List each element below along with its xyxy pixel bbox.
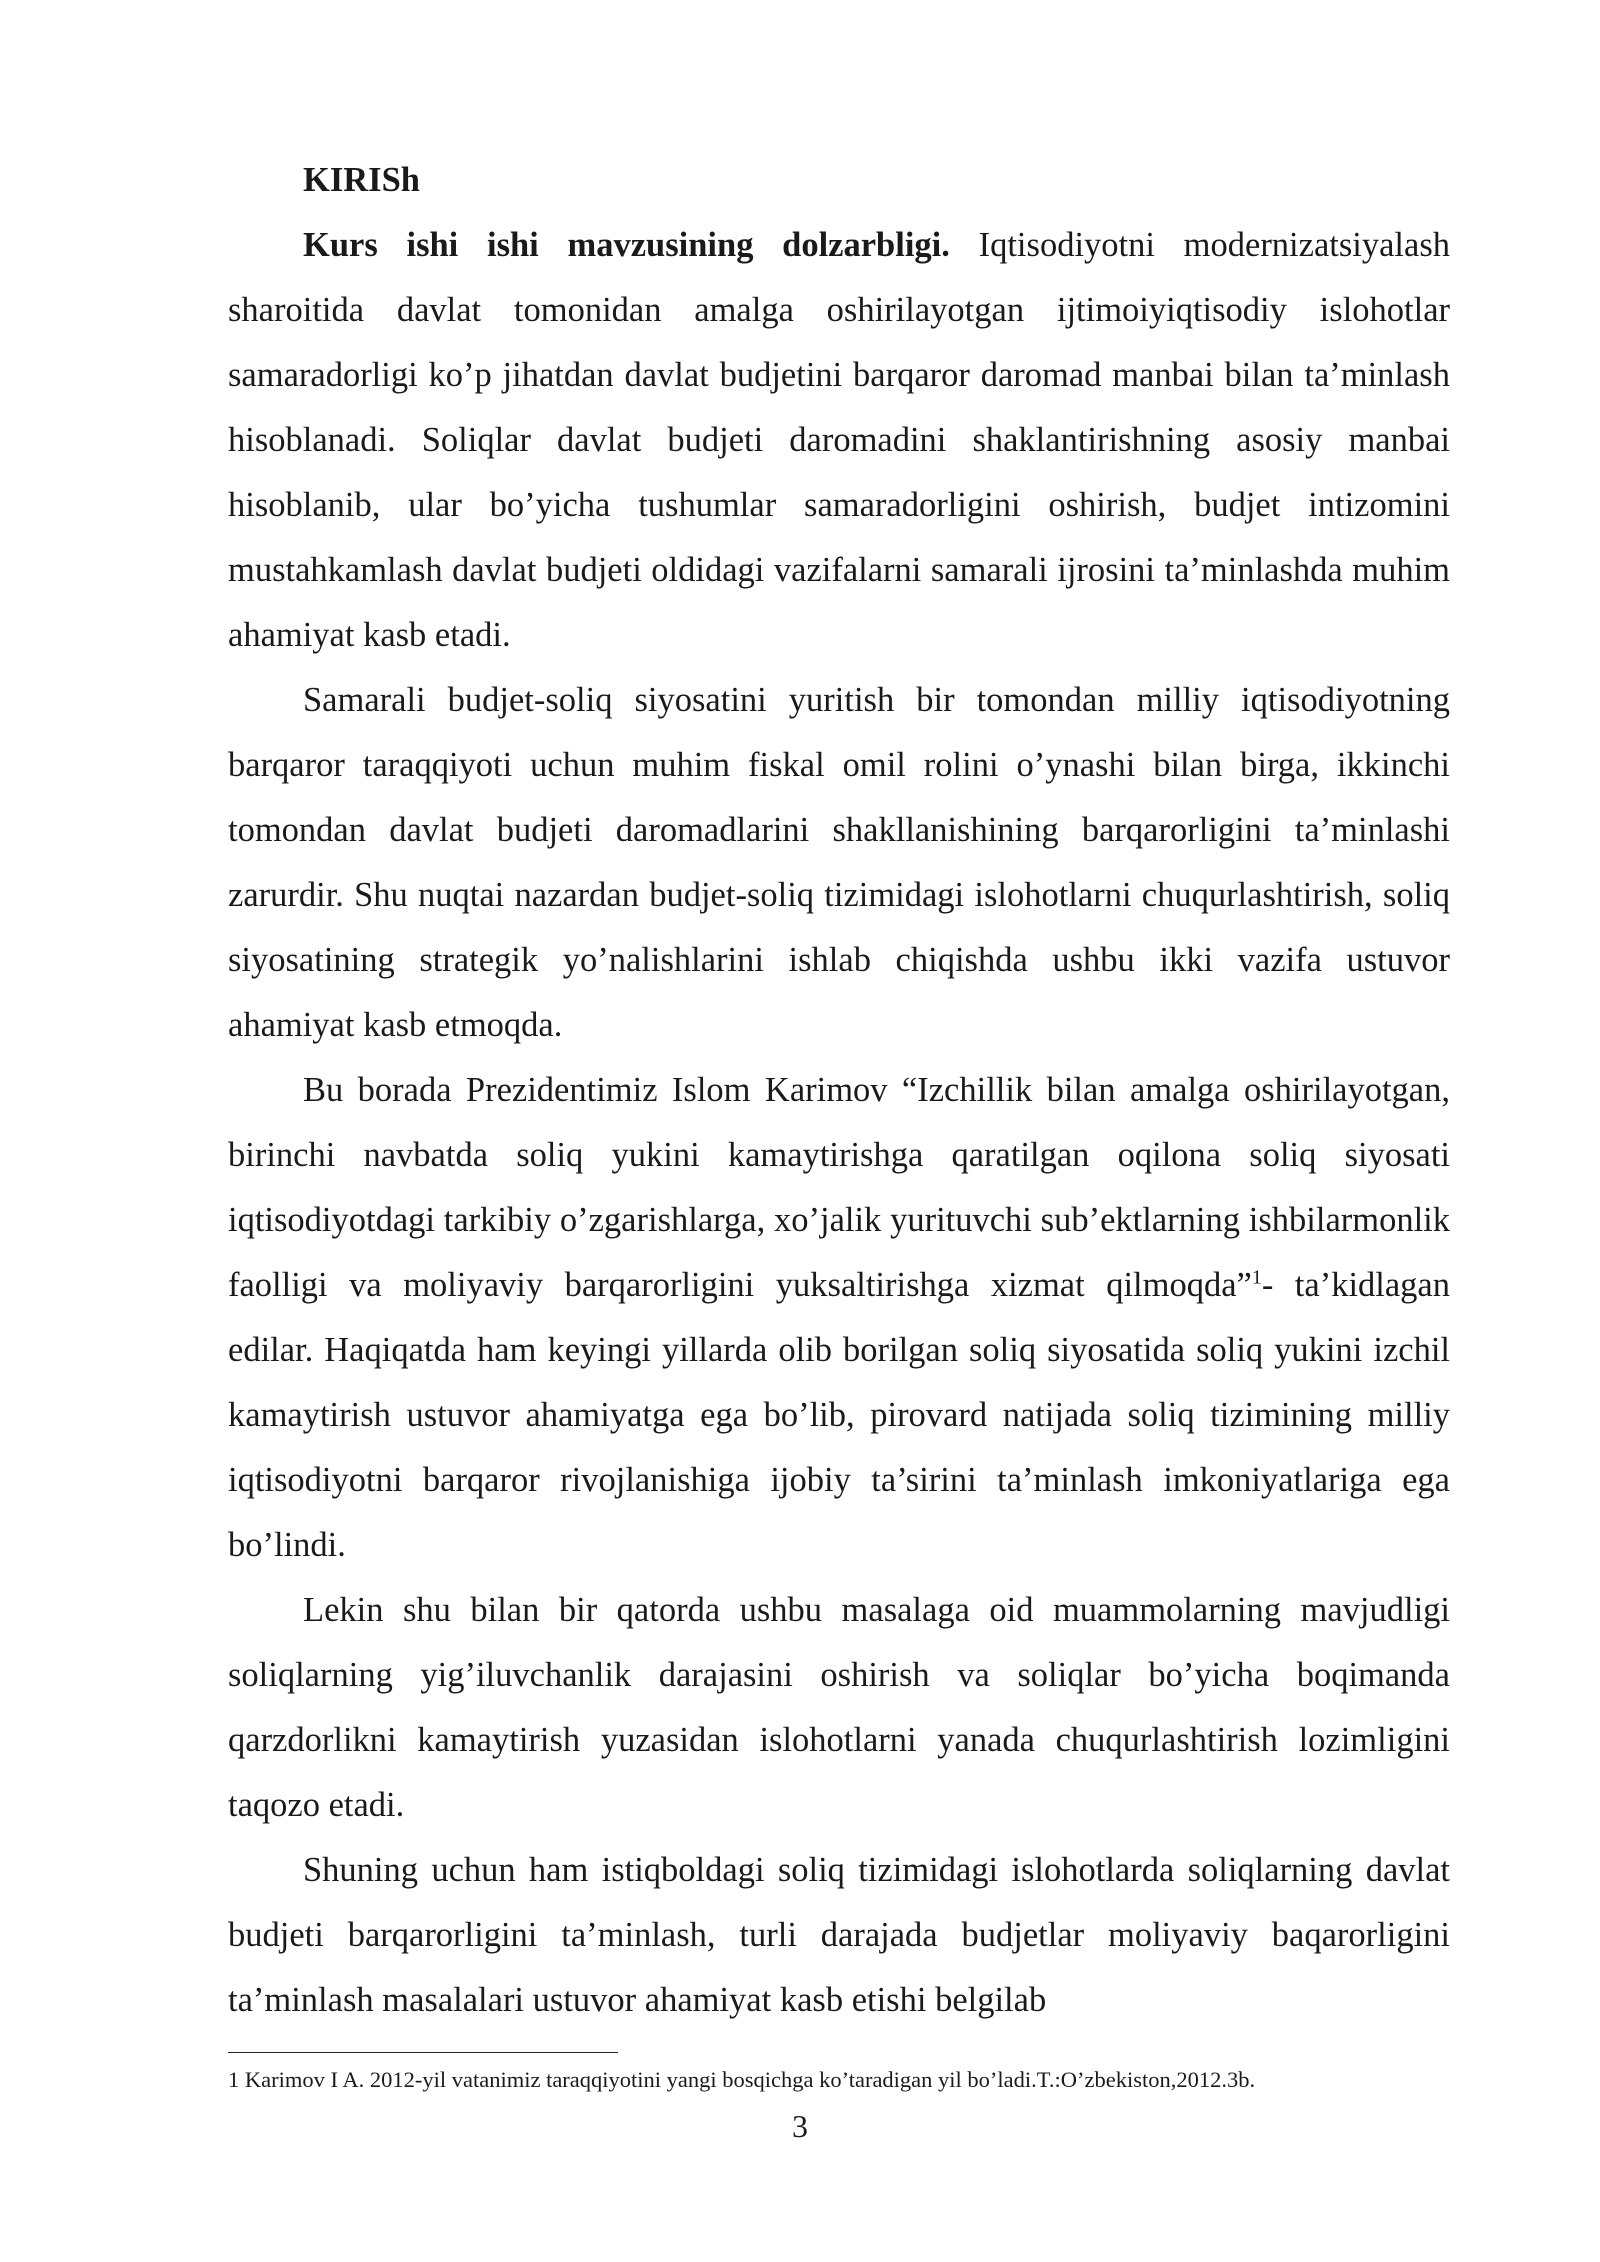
footnote-separator: [228, 2052, 618, 2053]
footnote-reference[interactable]: 1: [1251, 1266, 1262, 1289]
paragraph-2: Samarali budjet-soliq siyosatini yuritish bir tomondan milliy iqtisodiyotning barqaror taraqqiyoti uchun muhim fiskal omil rolini o’ynashi bilan birga, ikkinchi tomondan davlat budjeti daromadlarini shakllanishining barqarorligini ta’minlashi zarurdir. Shu nuqtai nazardan budjet-soliq tizimidagi islohotlarni chuqurlashtirish, soliq siyosatining strategik yo’nalishlarini ishlab chiqishda ushbu ikki vazifa ustuvor ahamiyat kasb etmoqda.: [228, 681, 1450, 1044]
paragraph-1: [228, 213, 1450, 668]
paragraph-3-text-before: Bu borada Prezidentimiz Islom Karimov “Izchillik bilan amalga oshirilayotgan, birinchi navbatda soliq yukini kamaytirishga qaratilgan oqilona soliq siyosati iqtisodiyotdagi tarkibiy o’zgarishlarga, xo’jalik yurituvchi sub’ektlarning ishbilarmonlik faolligi va moliyaviy barqarorligini yuksaltirishga xizmat qilmoqda”: [228, 1071, 1450, 1304]
paragraph-4: Lekin shu bilan bir qatorda ushbu masalaga oid muammolarning mavjudligi soliqlarning yig’iluvchanlik darajasini oshirish va soliqlar bo’yicha boqimanda qarzdorlikni kamaytirish yuzasidan islohotlarni yanada chuqurlashtirish lozimligini taqozo etadi.: [228, 1591, 1450, 1824]
paragraph-1-lead: Kurs ishi ishi mavzusining dolzarbligi.: [303, 226, 950, 264]
paragraph-3-text-after: - ta’kidlagan edilar. Haqiqatda ham keyingi yillarda olib borilgan soliq siyosatida soliq yukini izchil kamaytirish ustuvor ahamiyatga ega bo’lib, pirovard natijada soliq tizimining milliy iqtisodiyotni barqaror rivojlanishiga ijobiy ta’sirini ta’minlash imkoniyatlariga ega bo’lindi.: [228, 1266, 1450, 1564]
section-heading: KIRISh: [303, 161, 420, 199]
paragraph-1-text: Iqtisodiyotni modernizatsiyalash sharoitida davlat tomonidan amalga oshirilayotgan ijtimoiyiqtisodiy islohotlar samaradorligi ko’p jihatdan davlat budjetini barqaror daromad manbai bilan ta’minlash hisoblanadi. Soliqlar davlat budjeti daromadini shaklantirishning asosiy manbai hisoblanib, ular bo’yicha tushumlar samaradorligini oshirish, budjet intizomini mustahkamlash davlat budjeti oldidagi vazifalarni samarali ijrosini ta’minlashda muhim ahamiyat kasb etadi.: [228, 226, 1450, 654]
footnote-text: 1 Karimov I A. 2012-yil vatanimiz taraqqiyotini yangi bosqichga ko’taradigan yil bo’ladi.T.:O’zbekiston,2012.3b.: [228, 2067, 1256, 2092]
paragraph-5: Shuning uchun ham istiqboldagi soliq tizimidagi islohotlarda soliqlarning davlat budjeti barqarorligini ta’minlash, turli darajada budjetlar moliyaviy baqarorligini ta’minlash masalalari ustuvor ahamiyat kasb etishi belgilab: [228, 1851, 1450, 2019]
paragraph-3: [228, 1058, 1450, 1578]
page-number: 3: [792, 2108, 808, 2144]
page-body: [228, 148, 1450, 2033]
